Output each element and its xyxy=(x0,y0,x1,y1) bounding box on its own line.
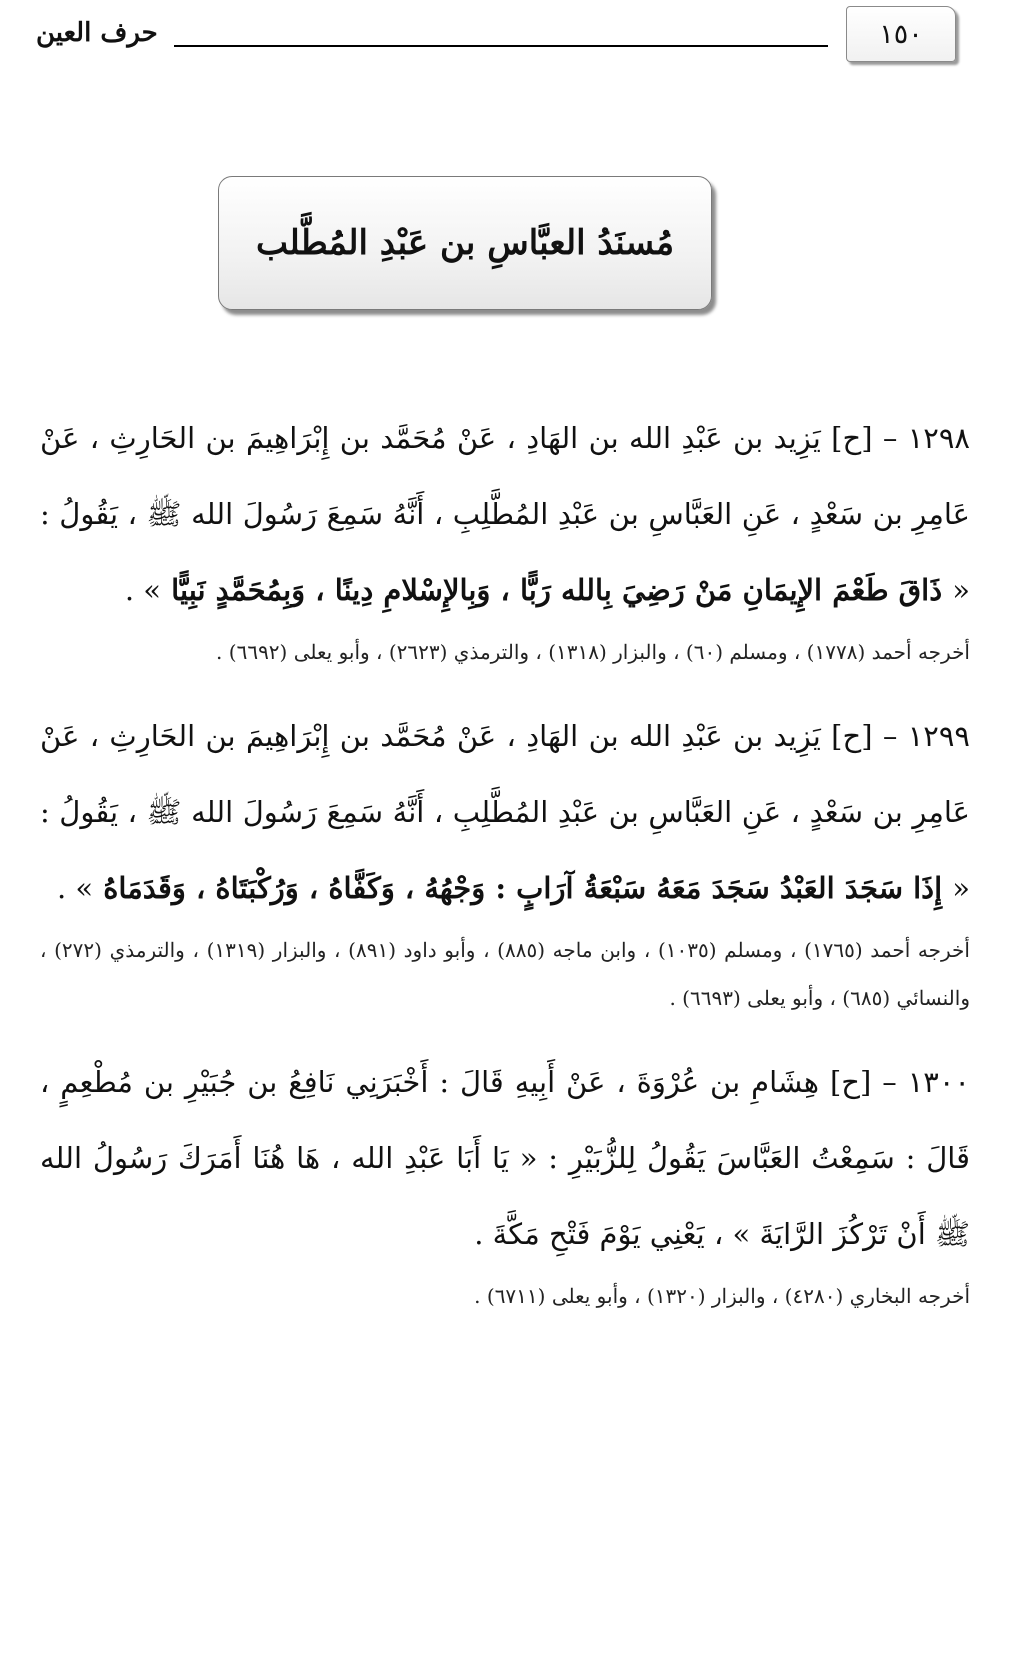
header-rule xyxy=(174,45,828,47)
page-header xyxy=(36,6,956,66)
hadith-tail: » . xyxy=(56,871,94,905)
section-title: مُسنَدُ العبَّاسِ بن عَبْدِ المُطَّلب xyxy=(255,223,675,263)
takhrij-1299: أخرجه أحمد (١٧٦٥) ، ومسلم (١٠٣٥) ، وابن ماجه (٨٨٥) ، وأبو داود (٨٩١) ، والبزار (١٣١٩) ، والترمذي (٢٧٢) ، والنسائي (٦٨٥) ، وأبو يعلى (٦٦٩٣) . xyxy=(40,938,970,1010)
hadith-1299 xyxy=(40,698,970,926)
hadith-number: ١٣٠٠ xyxy=(907,1065,971,1099)
hadith-number: ١٢٩٨ xyxy=(907,421,970,455)
hadith-tail: » . xyxy=(124,573,162,607)
hadith-matn: إِذَا سَجَدَ العَبْدُ سَجَدَ مَعَهُ سَبْعَةُ آرَابٍ : وَجْهُهُ ، وَكَفَّاهُ ، وَرُكْبَتَاهُ ، وَقَدَمَاهُ xyxy=(93,871,953,905)
hadith-isnad: – [ح] هِشَامِ بن عُرْوَةَ ، عَنْ أَبِيهِ قَالَ : أَخْبَرَنِي نَافِعُ بن جُبَيْرِ بن مُطْعِمٍ ، قَالَ : سَمِعْتُ العَبَّاسَ يَقُولُ لِلزُّبَيْرِ : « يَا أَبَا عَبْدِ الله ، هَا هُنَا أَمَرَكَ رَسُولُ الله ﷺ أَنْ تَرْكُزَ الرَّايَةَ » ، يَعْنِي يَوْمَ فَتْحِ مَكَّةَ . xyxy=(40,1065,970,1251)
hadith-number: ١٢٩٩ xyxy=(907,719,970,753)
takhrij-1300: أخرجه البخاري (٤٢٨٠) ، والبزار (١٣٢٠) ، وأبو يعلى (٦٧١١) . xyxy=(474,1284,970,1308)
takhrij-1298: أخرجه أحمد (١٧٧٨) ، ومسلم (٦٠) ، والبزار (١٣١٨) ، والترمذي (٢٦٢٣) ، وأبو يعلى (٦٦٩٢) . xyxy=(216,640,970,664)
page-body xyxy=(40,400,970,1342)
hadith-isnad: – [ح] يَزِيد بن عَبْدِ الله بن الهَادِ ، عَنْ مُحَمَّد بن إِبْرَاهِيمَ بن الحَارِثِ ، عَنْ عَامِرِ بن سَعْدٍ ، عَنِ العَبَّاسِ بن عَبْدِ المُطَّلِبِ ، أَنَّهُ سَمِعَ رَسُولَ الله ﷺ ، يَقُولُ : « xyxy=(40,719,970,905)
chapter-title: حرف العين xyxy=(36,18,158,48)
hadith-1298 xyxy=(40,400,970,628)
hadith-matn: ذَاقَ طَعْمَ الإِيمَانِ مَنْ رَضِيَ بِالله رَبًّا ، وَبِالإِسْلامِ دِينًا ، وَبِمُحَمَّدٍ نَبِيًّا xyxy=(161,573,953,607)
hadith-isnad: – [ح] يَزِيد بن عَبْدِ الله بن الهَادِ ، عَنْ مُحَمَّد بن إِبْرَاهِيمَ بن الحَارِثِ ، عَنْ عَامِرِ بن سَعْدٍ ، عَنِ العَبَّاسِ بن عَبْدِ المُطَّلِبِ ، أَنَّهُ سَمِعَ رَسُولَ الله ﷺ ، يَقُولُ : « xyxy=(40,421,970,607)
hadith-1300 xyxy=(40,1044,970,1272)
section-title-box xyxy=(218,176,712,310)
page-number: ١٥٠ xyxy=(846,6,956,62)
